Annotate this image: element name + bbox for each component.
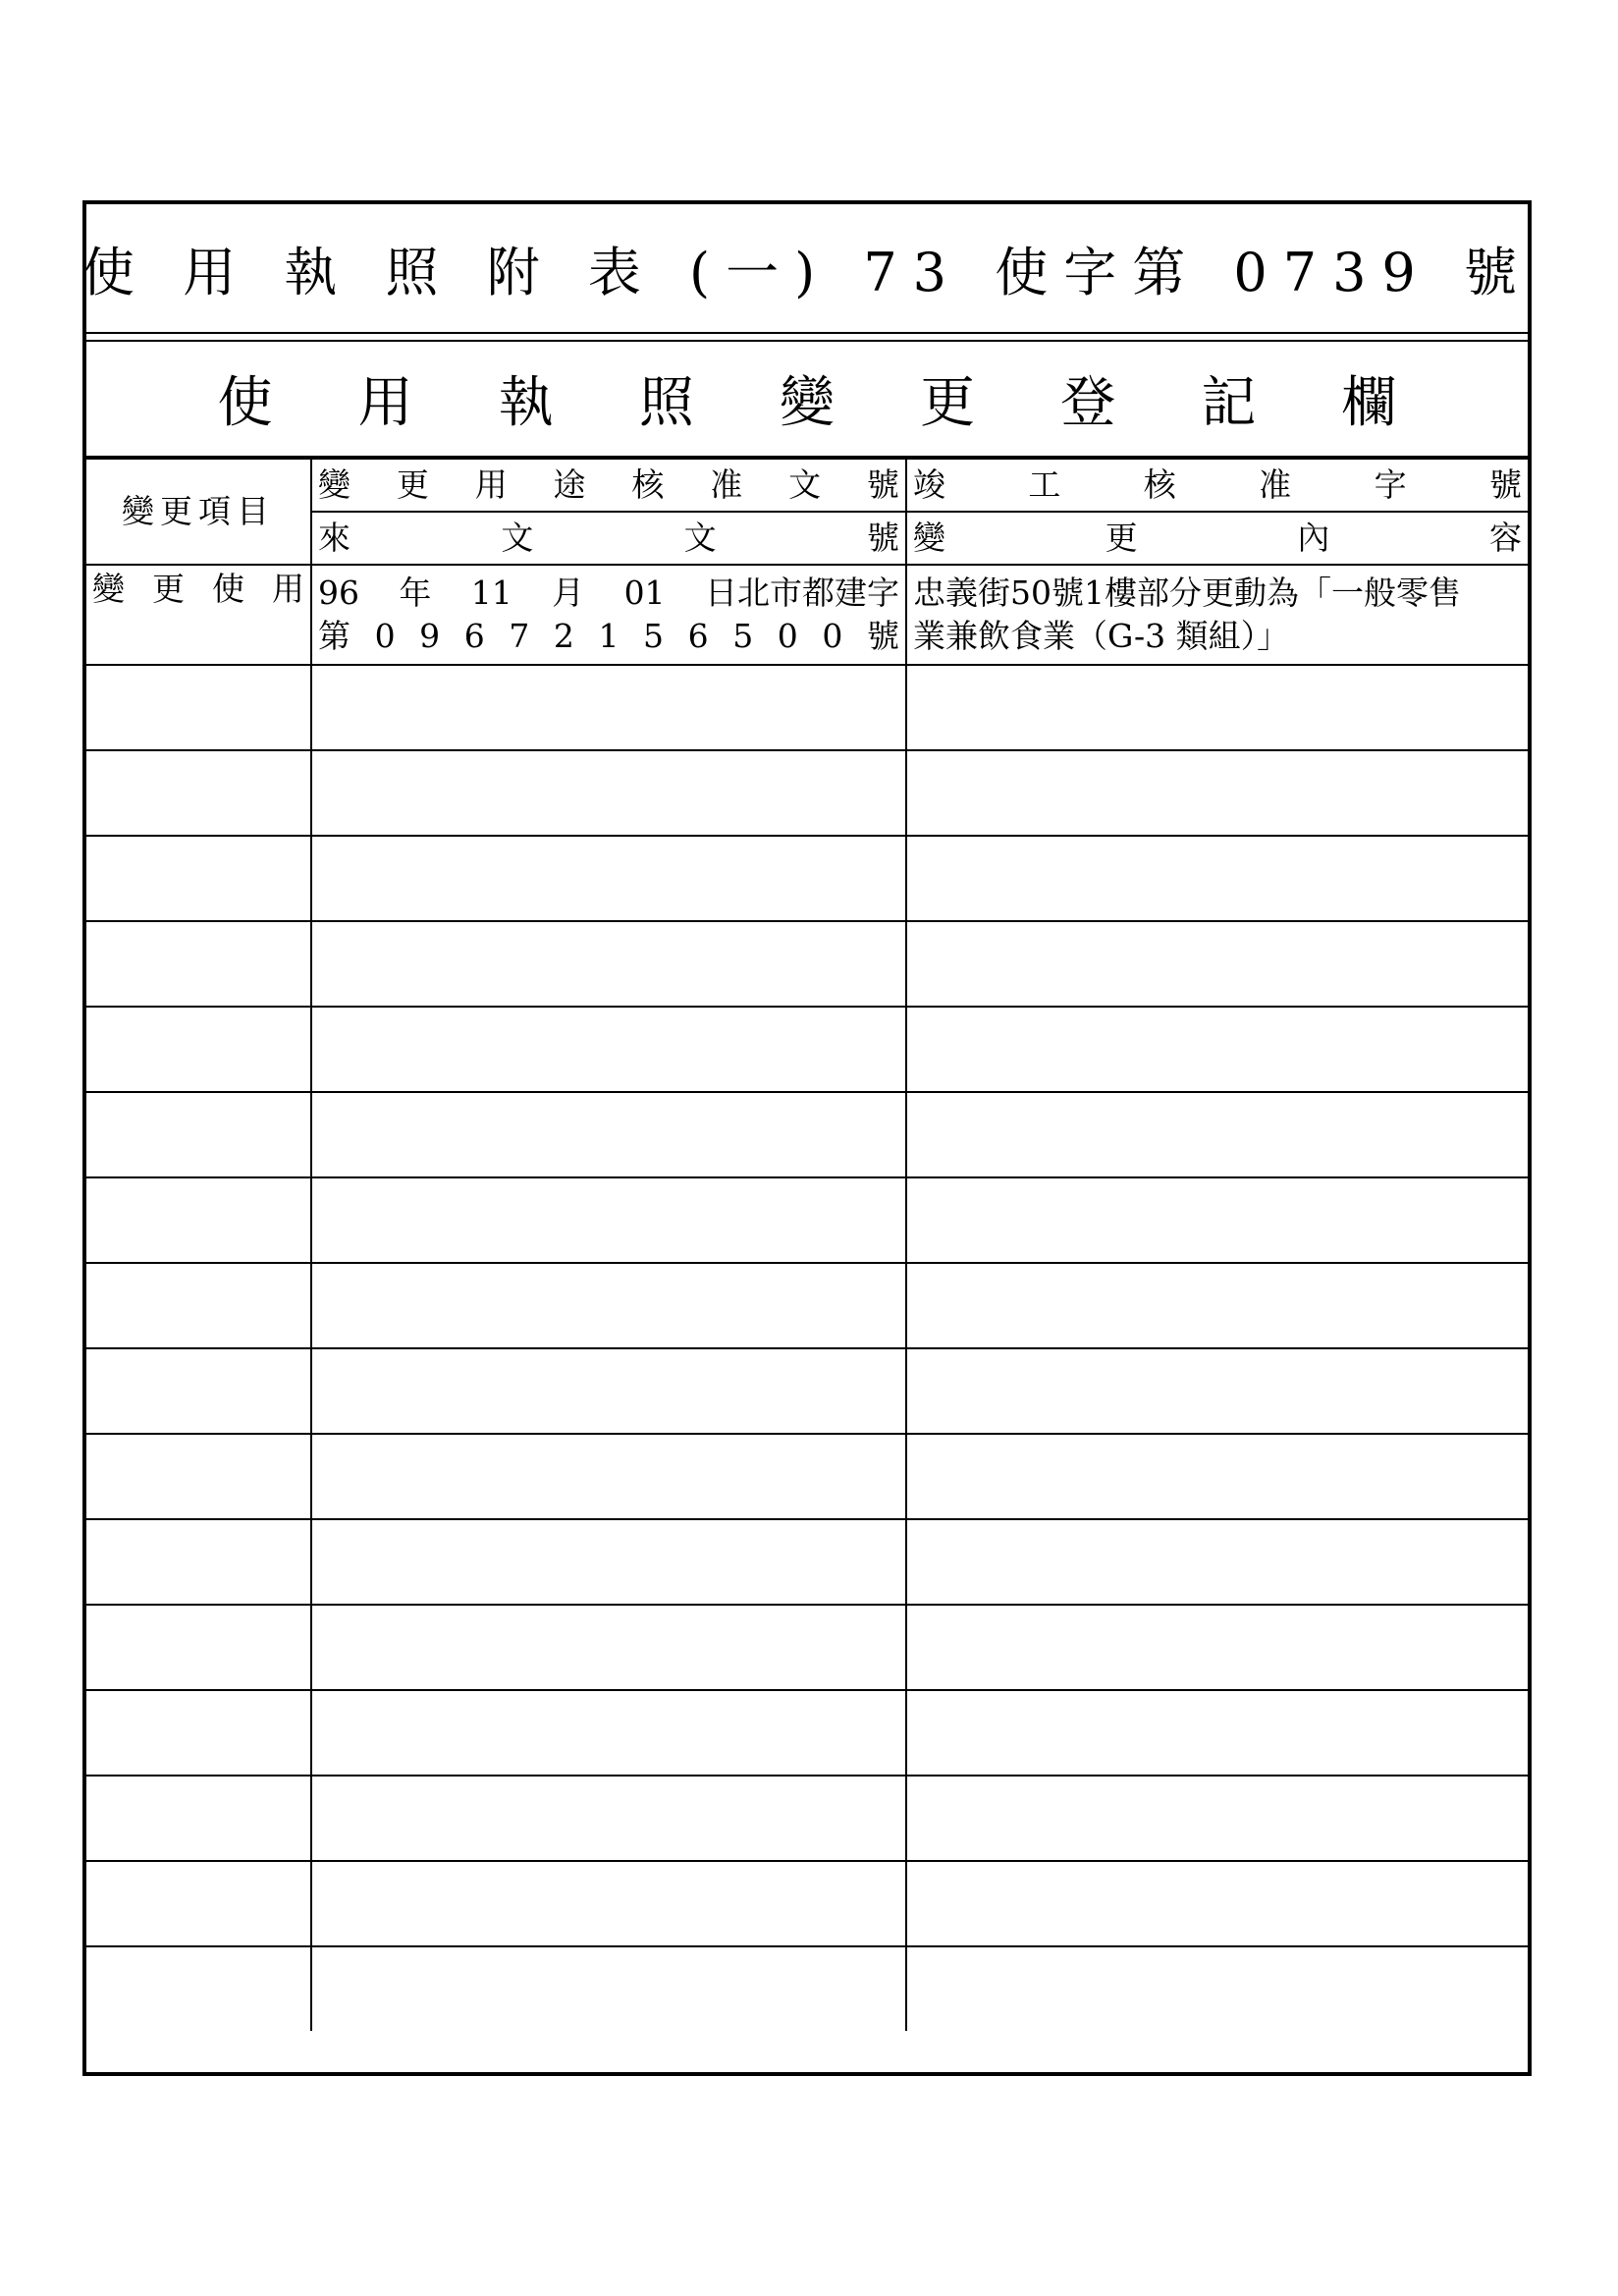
- table-row: [86, 1177, 1528, 1263]
- table-row: [86, 1946, 1528, 2031]
- doc-part: 11: [470, 574, 512, 612]
- header-char: 文: [788, 465, 822, 504]
- doc-part: 0: [822, 617, 843, 655]
- subtitle-char: 執: [498, 371, 554, 435]
- doc-part: 6: [463, 617, 485, 655]
- empty-cell: [311, 1605, 906, 1690]
- table-row: [86, 1776, 1528, 1861]
- table-row: [86, 836, 1528, 921]
- header-char: 號: [866, 519, 899, 557]
- empty-cell: [311, 1861, 906, 1946]
- doc-part: 0: [777, 617, 798, 655]
- header-char: 來: [318, 519, 351, 557]
- header-char: 更: [396, 465, 429, 504]
- content-line: 業兼飲食業（G-3 類組）」: [913, 617, 1290, 655]
- empty-cell: [311, 1177, 906, 1263]
- empty-cell: [86, 1007, 311, 1092]
- empty-cell: [906, 1861, 1528, 1946]
- column-header-approval-no: [311, 459, 906, 512]
- doc-part: 日北市都建字: [704, 574, 899, 612]
- empty-cell: [86, 1434, 311, 1519]
- column-header-item: 變更項目: [86, 459, 311, 565]
- table-row: [86, 1605, 1528, 1690]
- header-char: 變: [318, 465, 351, 504]
- empty-cell: [311, 1776, 906, 1861]
- empty-cell: [311, 1519, 906, 1605]
- empty-cell: [86, 1605, 311, 1690]
- empty-cell: [86, 1946, 311, 2031]
- empty-cell: [906, 1519, 1528, 1605]
- empty-cell: [86, 1177, 311, 1263]
- doc-part: 5: [643, 617, 665, 655]
- empty-cell: [311, 1434, 906, 1519]
- header-char: 核: [1143, 465, 1176, 504]
- empty-cell: [86, 1776, 311, 1861]
- subtitle-char: 更: [920, 371, 976, 435]
- table-row: [86, 1263, 1528, 1348]
- empty-cell: [311, 921, 906, 1007]
- header-char: 竣: [913, 465, 945, 504]
- subtitle-char: 欄: [1341, 371, 1397, 435]
- header-char: 准: [1259, 465, 1292, 504]
- empty-cell: [86, 1690, 311, 1776]
- empty-cell: [311, 836, 906, 921]
- empty-cell: [86, 836, 311, 921]
- header-char: 變: [913, 519, 945, 557]
- empty-cell: [311, 1263, 906, 1348]
- empty-cell: [86, 750, 311, 836]
- header-char: 工: [1028, 465, 1061, 504]
- table-row: [86, 1007, 1528, 1092]
- doc-part: 第: [318, 617, 351, 655]
- header-char: 更: [1105, 519, 1138, 557]
- empty-cell: [86, 921, 311, 1007]
- doc-part: 2: [553, 617, 574, 655]
- column-header-change-content: [906, 512, 1528, 565]
- doc-part: 號: [866, 617, 899, 655]
- change-register-table: [86, 458, 1528, 2031]
- empty-cell: [906, 1946, 1528, 2031]
- subtitle-char: 用: [357, 371, 413, 435]
- subtitle-char: 變: [779, 371, 835, 435]
- empty-cell: [311, 750, 906, 836]
- doc-part: 5: [732, 617, 754, 655]
- empty-cell: [86, 1263, 311, 1348]
- header-char: 途: [553, 465, 586, 504]
- table-row: [86, 1348, 1528, 1434]
- doc-part: 0: [374, 617, 396, 655]
- title-row: [81, 204, 1533, 334]
- subtitle-char: 照: [638, 371, 694, 435]
- table-row: [86, 1690, 1528, 1776]
- table-row: [86, 1434, 1528, 1519]
- empty-cell: [906, 1605, 1528, 1690]
- subtitle-row: [86, 340, 1528, 458]
- empty-cell: [906, 1007, 1528, 1092]
- doc-part: 9: [419, 617, 441, 655]
- empty-cell: [86, 1861, 311, 1946]
- empty-cell: [311, 665, 906, 750]
- subtitle-char: 記: [1201, 371, 1257, 435]
- table-row: [86, 565, 1528, 665]
- doc-part: 01: [623, 574, 666, 612]
- header-char: 容: [1488, 519, 1522, 557]
- header-row-1: [86, 459, 1528, 512]
- header-char: 號: [866, 465, 899, 504]
- table-row: [86, 1519, 1528, 1605]
- empty-cell: [906, 750, 1528, 836]
- header-char: 准: [710, 465, 743, 504]
- empty-cell: [311, 1092, 906, 1177]
- item-char: 變: [92, 570, 125, 608]
- empty-cell: [311, 1946, 906, 2031]
- empty-cell: [311, 1348, 906, 1434]
- doc-part: 月: [552, 574, 585, 612]
- item-char: 使: [212, 570, 244, 608]
- table-row: [86, 1861, 1528, 1946]
- page-title: 使 用 執 照 附 表 (一) 73 使字第 0739 號: [81, 241, 1533, 303]
- change-content-cell: [906, 565, 1528, 665]
- content-line: 忠義街50號1樓部分更動為「一般零售: [913, 574, 1461, 612]
- header-char: 核: [631, 465, 665, 504]
- column-header-incoming-no: [311, 512, 906, 565]
- empty-cell: [906, 1348, 1528, 1434]
- header-char: 文: [683, 519, 717, 557]
- empty-cell: [906, 836, 1528, 921]
- empty-cell: [906, 1690, 1528, 1776]
- subtitle-char: 登: [1060, 371, 1116, 435]
- doc-part: 年: [399, 574, 432, 612]
- empty-cell: [906, 1092, 1528, 1177]
- empty-cell: [311, 1690, 906, 1776]
- item-char: 用: [272, 570, 304, 608]
- empty-cell: [86, 1348, 311, 1434]
- empty-cell: [311, 1007, 906, 1092]
- item-char: 更: [152, 570, 185, 608]
- header-char: 字: [1374, 465, 1407, 504]
- doc-part: 1: [598, 617, 620, 655]
- empty-cell: [86, 1092, 311, 1177]
- change-item-cell: [86, 565, 311, 665]
- empty-cell: [906, 1776, 1528, 1861]
- empty-cell: [86, 1519, 311, 1605]
- table-row: [86, 665, 1528, 750]
- empty-cell: [906, 1177, 1528, 1263]
- header-char: 文: [501, 519, 534, 557]
- table-row: [86, 750, 1528, 836]
- doc-part: 6: [687, 617, 709, 655]
- header-char: 內: [1297, 519, 1330, 557]
- subtitle-char: 使: [217, 371, 273, 435]
- header-char: 號: [1488, 465, 1522, 504]
- empty-cell: [906, 921, 1528, 1007]
- table-row: [86, 1092, 1528, 1177]
- document-number-cell: [311, 565, 906, 665]
- license-attachment-sheet: [82, 200, 1532, 2076]
- doc-part: 7: [509, 617, 530, 655]
- empty-cell: [906, 1263, 1528, 1348]
- empty-cell: [906, 1434, 1528, 1519]
- empty-cell: [86, 665, 311, 750]
- empty-cell: [906, 665, 1528, 750]
- column-header-completion-no: [906, 459, 1528, 512]
- header-char: 用: [474, 465, 508, 504]
- doc-part: 96: [318, 574, 359, 612]
- table-row: [86, 921, 1528, 1007]
